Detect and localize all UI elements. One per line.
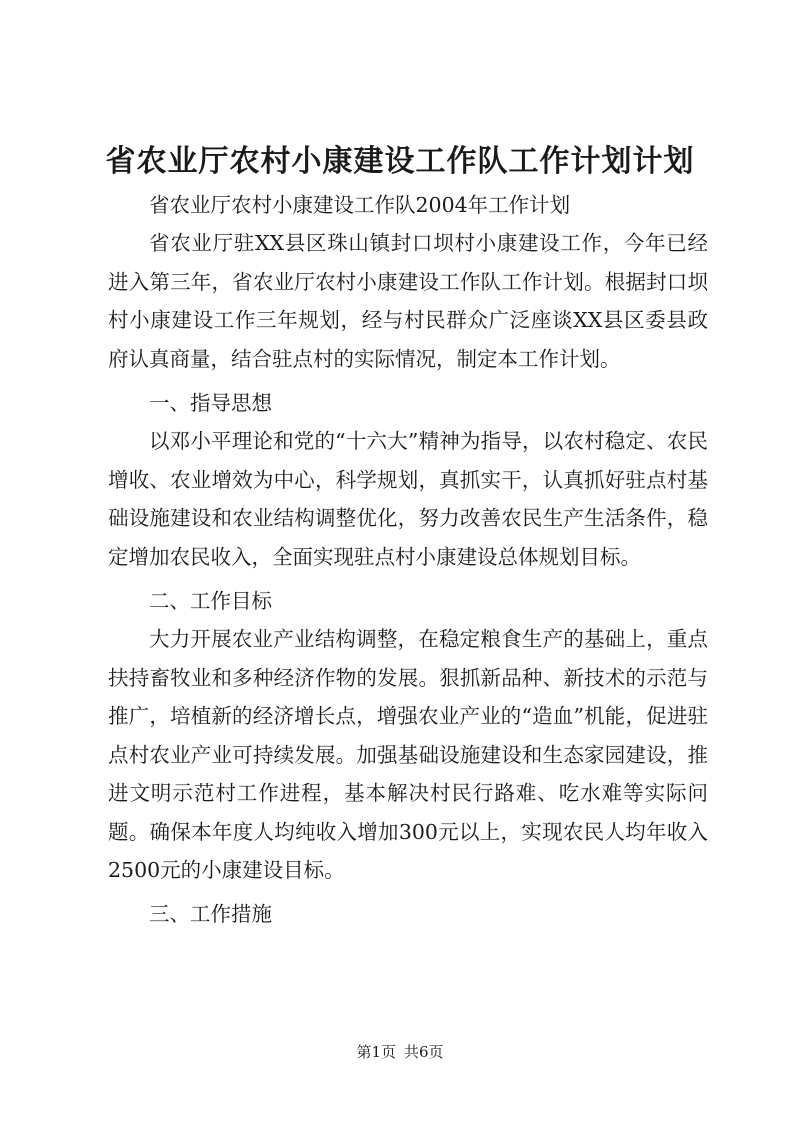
subtitle-paragraph: 省农业厅农村小康建设工作队2004年工作计划 [149,193,571,217]
page-footer [0,1042,800,1062]
section-heading-work-goals: 二、工作目标 [149,589,272,614]
document-body [108,186,708,934]
intro-paragraph: 省农业厅驻XX县区珠山镇封口坝村小康建设工作，今年已经进入第三年，省农业厅农村小康建设工作队工作计划。根据封口坝村小康建设工作三年规划，经与村民群众广泛座谈XX县区委县政府认真商量，结合驻点村的实际情况，制定本工作计划。 [108,231,708,371]
page-total: 共6页 [404,1043,444,1061]
document-title: 省农业厅农村小康建设工作队工作计划计划 [105,144,695,179]
section-heading-work-measures: 三、工作措施 [149,902,272,927]
section-heading-guiding-thought: 一、指导思想 [149,391,272,416]
work-goals-paragraph: 大力开展农业产业结构调整，在稳定粮食生产的基础上，重点扶持畜牧业和多种经济作物的发展。狠抓新品种、新技术的示范与推广，培植新的经济增长点，增强农业产业的“造血”机能，促进驻点村农业产业可持续发展。加强基础设施建设和生态家园建设，推进文明示范村工作进程，基本解决村民行路难、吃水难等实际问题。确保本年度人均纯收入增加300元以上，实现农民人均年收入2500元的小康建设目标。 [108,627,708,882]
guiding-thought-paragraph: 以邓小平理论和党的“十六大”精神为指导，以农村稳定、农民增收、农业增效为中心，科学规划，真抓实干，认真抓好驻点村基础设施建设和农业结构调整优化，努力改善农民生产生活条件，稳定增加农民收入，全面实现驻点村小康建设总体规划目标。 [108,429,708,569]
page-number: 第1页 [356,1043,396,1061]
